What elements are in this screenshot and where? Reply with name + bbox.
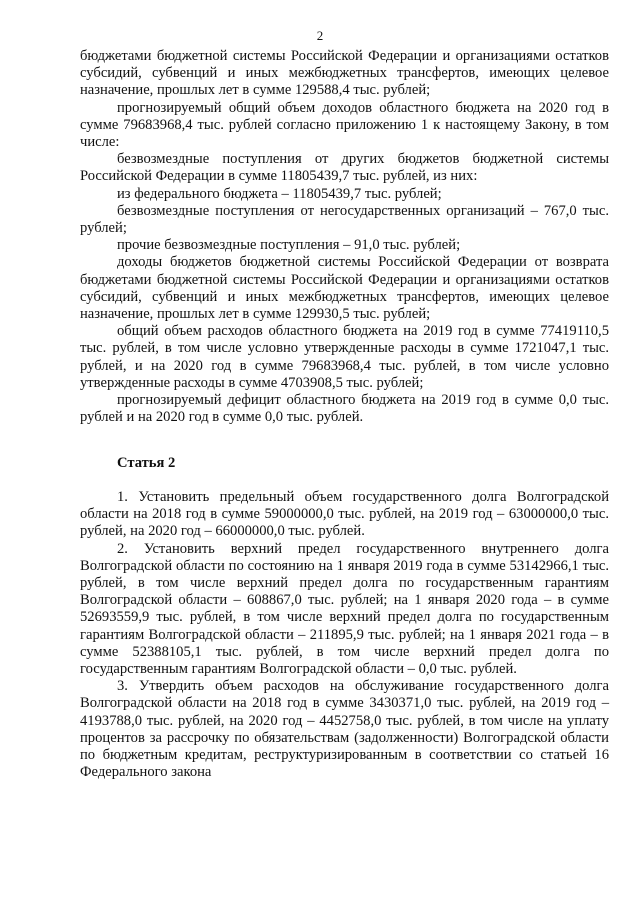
- article-heading: Статья 2: [117, 455, 176, 471]
- body-text-top: [80, 48, 609, 426]
- paragraph: 1. Установить предельный объем государственного долга Волгоградской области на 2018 год в сумме 59000000,0 тыс. рублей, на 2019 год – 63000000,0 тыс. рублей, на 2020 год – 66000000,0 тыс. рублей.: [80, 489, 609, 540]
- paragraph: бюджетами бюджетной системы Российской Федерации и организациями остатков субсидий, субвенций и иных межбюджетных трансфертов, имеющих целевое назначение, прошлых лет в сумме 129588,4 тыс. рублей;: [80, 48, 609, 99]
- paragraph: прогнозируемый общий объем доходов областного бюджета на 2020 год в сумме 79683968,4 тыс. рублей согласно приложению 1 к настоящему Закону, в том числе:: [80, 99, 609, 151]
- paragraph: из федерального бюджета – 11805439,7 тыс. рублей;: [117, 185, 442, 202]
- paragraph: безвозмездные поступления от негосударственных организаций – 767,0 тыс. рублей;: [80, 202, 609, 237]
- paragraph: общий объем расходов областного бюджета на 2019 год в сумме 77419110,5 тыс. рублей, в том числе условно утвержденные расходы в сумме 1721047,1 тыс. рублей, и на 2020 год в сумме 79683968,4 тыс. рублей, в том числе условно утвержденные расходы в сумме 4703908,5 тыс. рублей;: [80, 323, 609, 391]
- paragraph: 2. Установить верхний предел государственного внутреннего долга Волгоградской области по состоянию на 1 января 2019 года в сумме 53142966,1 тыс. рублей, в том числе верхний предел долга по государственным гарантиям Волгоградской области – 608867,0 тыс. рублей; на 1 января 2020 года – в сумме 52693559,9 тыс. рублей, в том числе верхний предел долга по государственным гарантиям Волгоградской области – 211895,9 тыс. рублей; на 1 января 2021 года – в сумме 52388105,1 тыс. рублей, в том числе верхний предел долга по государственным гарантиям Волгоградской области – 0,0 тыс. рублей.: [80, 540, 609, 678]
- paragraph: прочие безвозмездные поступления – 91,0 тыс. рублей;: [117, 237, 461, 254]
- paragraph: прогнозируемый дефицит областного бюджета на 2019 год в сумме 0,0 тыс. рублей и на 2020 год в сумме 0,0 тыс. рублей.: [80, 392, 609, 426]
- paragraph: безвозмездные поступления от других бюджетов бюджетной системы Российской Федерации в сумме 11805439,7 тыс. рублей, из них:: [80, 151, 609, 185]
- paragraph: 3. Утвердить объем расходов на обслуживание государственного долга Волгоградской области на 2018 год в сумме 3430371,0 тыс. рублей, на 2019 год – 4193788,0 тыс. рублей, на 2020 год – 4452758,0 тыс. рублей, в том числе на уплату процентов за рассрочку по обязательствам (задолженности) Волгоградской области по бюджетным кредитам, реструктуризированным в соответствии со статьей 16 Федерального закона: [80, 678, 609, 781]
- body-text-bottom: [80, 489, 609, 781]
- paragraph: доходы бюджетов бюджетной системы Российской Федерации от возврата бюджетами бюджетной системы Российской Федерации и организациями остатков субсидий, субвенций и иных межбюджетных трансфертов, имеющих целевое назначение, прошлых лет в сумме 129930,5 тыс. рублей;: [80, 254, 609, 323]
- page-number: 2: [316, 28, 324, 43]
